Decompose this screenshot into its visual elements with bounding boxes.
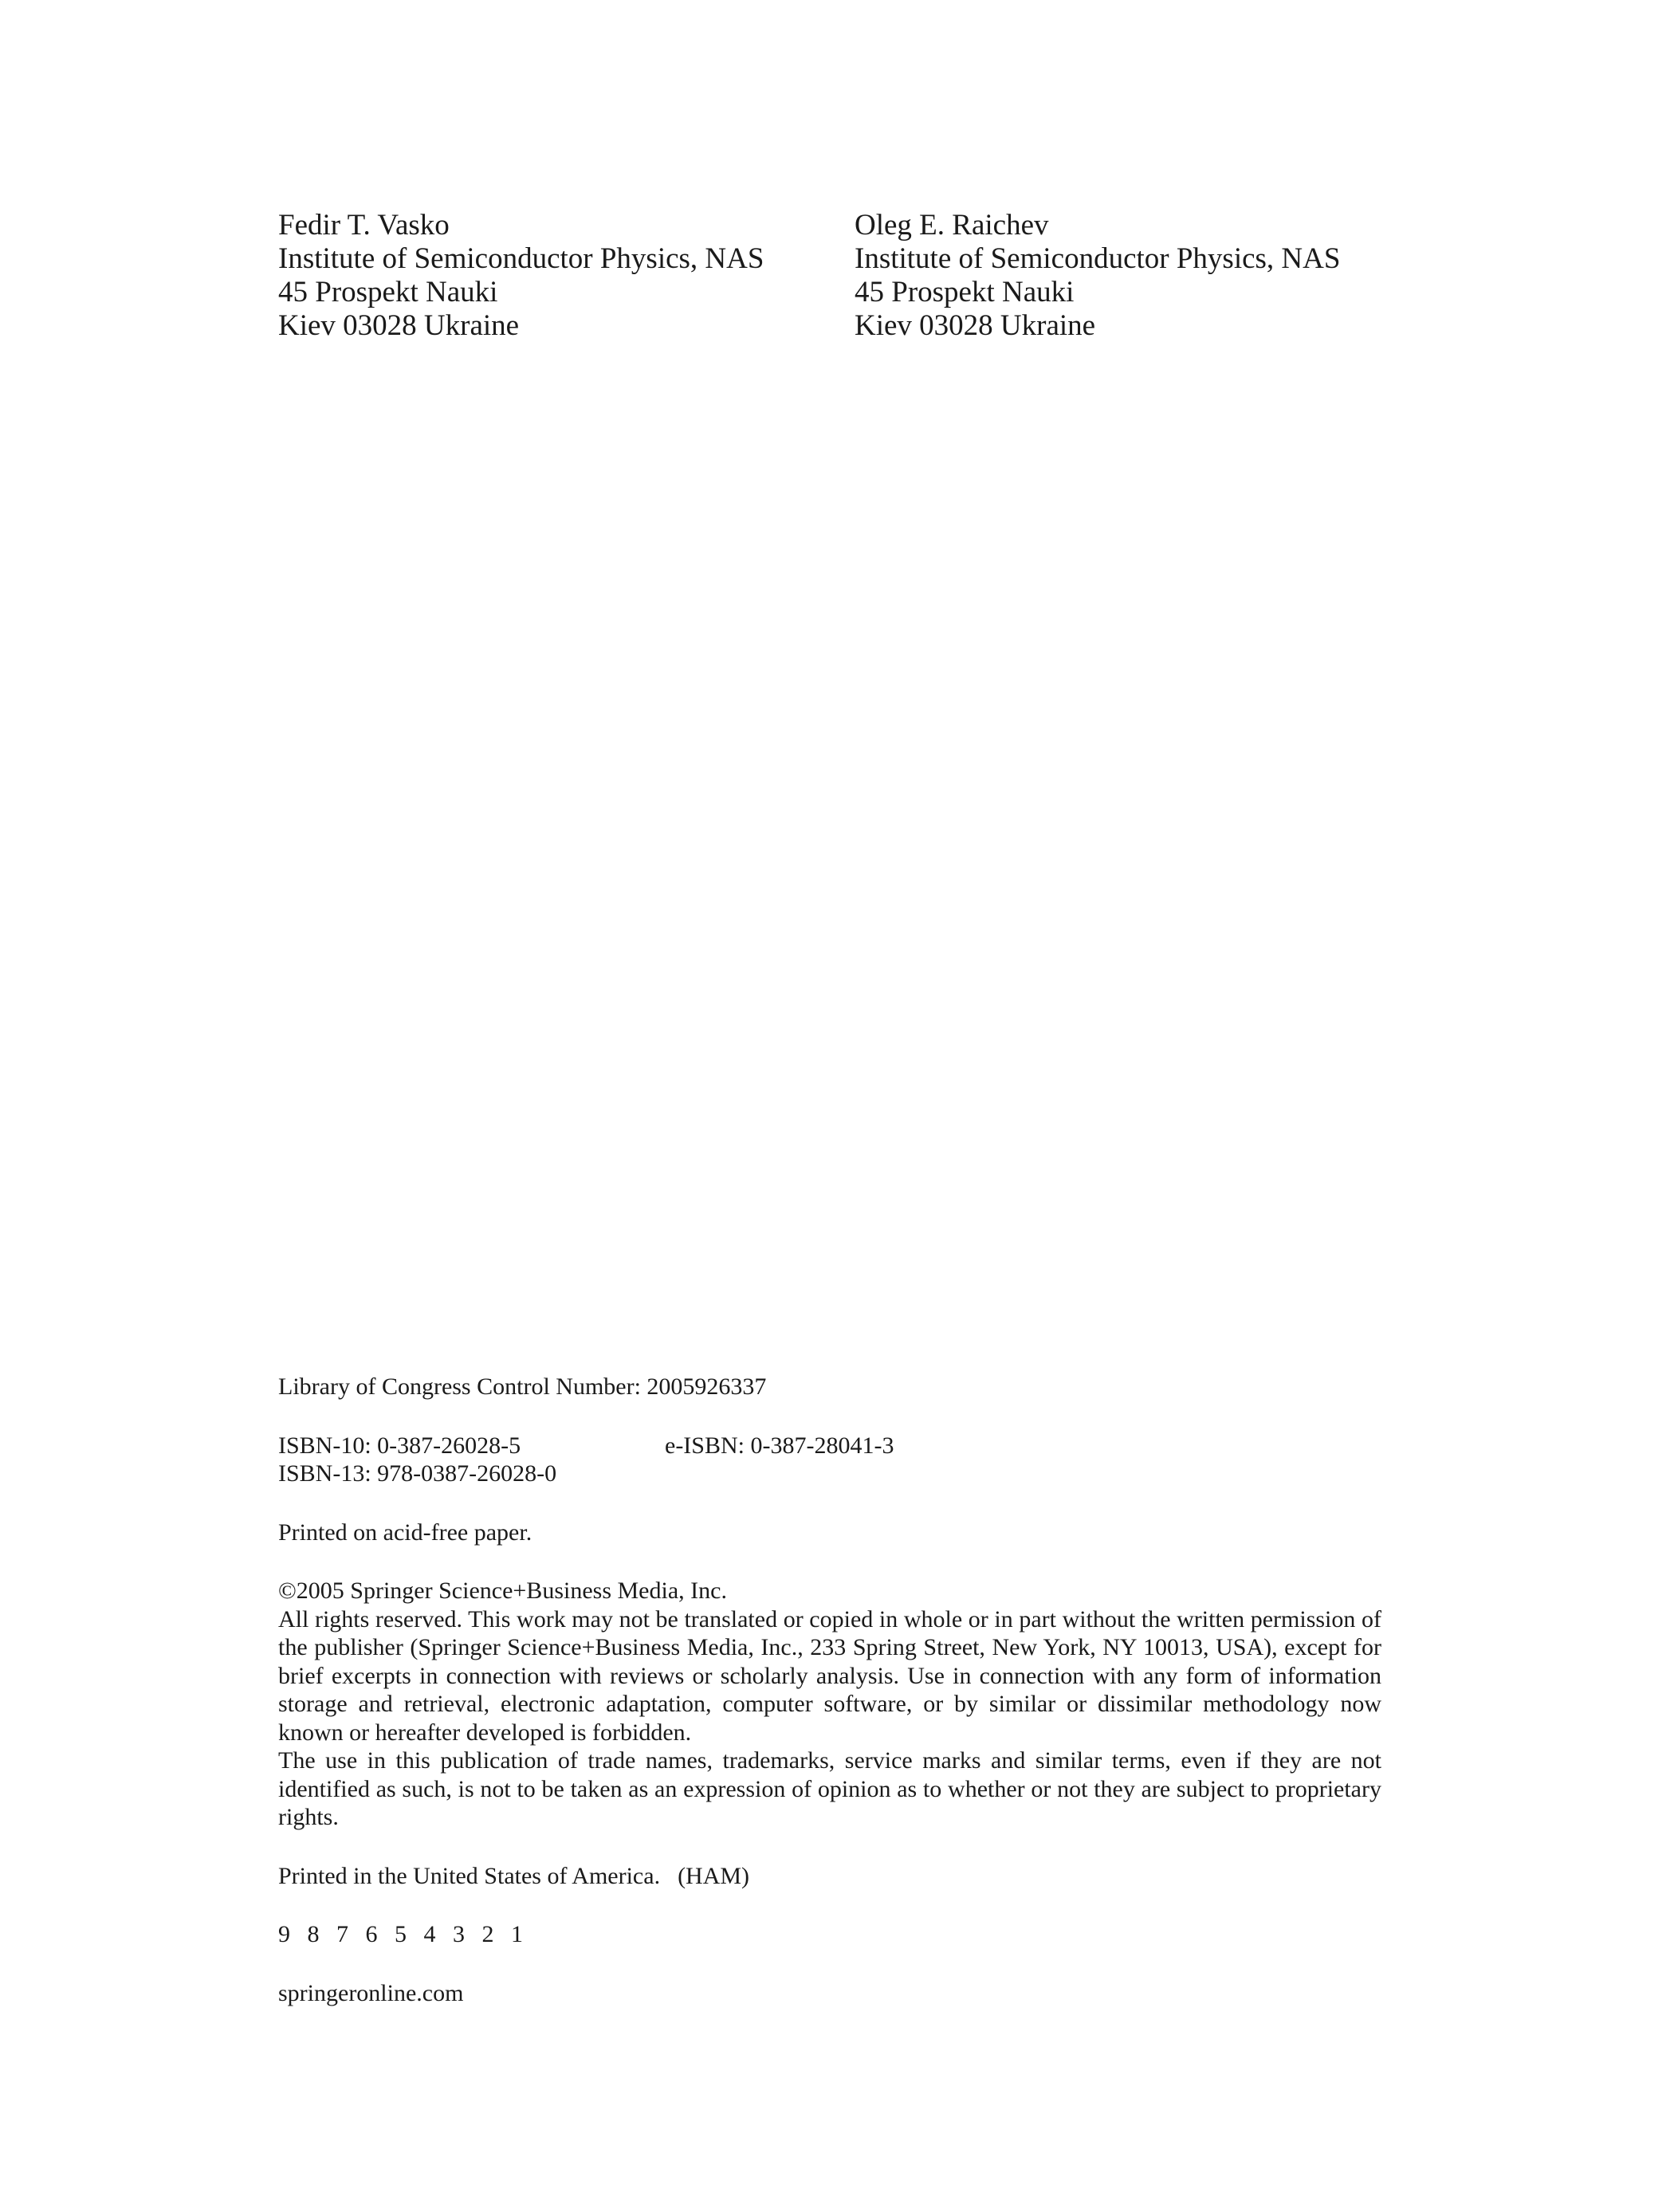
printed-in-country: Printed in the United States of America. xyxy=(278,1862,661,1889)
printed-in-line xyxy=(278,1862,1381,1891)
publisher-website: springeronline.com xyxy=(278,1979,464,2006)
author-1 xyxy=(278,209,764,343)
author-1-street: 45 Prospekt Nauki xyxy=(278,276,498,308)
author-2 xyxy=(855,209,1340,343)
print-line-numbers: 9 8 7 6 5 4 3 2 1 xyxy=(278,1921,523,1947)
author-1-name: Fedir T. Vasko xyxy=(278,209,450,242)
copyright-imprint xyxy=(278,1373,1381,2007)
e-isbn: e-ISBN: 0-387-28041-3 xyxy=(665,1432,894,1459)
rights-statement: All rights reserved. This work may not be translated or copied in whole or in part without the written permission of the publisher (Springer Science+Business Media, Inc., 233 Spring Street, New York, NY 10013, USA), except for brief excerpts in connection with reviews or scholarly analysis. Use in connection with any form of information storage and retrieval, electronic adaptation, computer software, or by similar or dissimilar methodology now known or hereafter developed is forbidden. xyxy=(278,1605,1381,1746)
isbn-10: ISBN-10: 0-387-26028-5 xyxy=(278,1432,521,1459)
acid-free-note: Printed on acid-free paper. xyxy=(278,1519,532,1546)
printer-code: (HAM) xyxy=(678,1862,750,1889)
author-1-institute: Institute of Semiconductor Physics, NAS xyxy=(278,242,764,275)
isbn-row xyxy=(278,1432,1381,1460)
author-1-city: Kiev 03028 Ukraine xyxy=(278,309,520,342)
author-2-city: Kiev 03028 Ukraine xyxy=(855,309,1096,342)
trademark-statement: The use in this publication of trade names, trademarks, service marks and similar terms, even if they are not identified as such, is not to be taken as an expression of opinion as to whether or not they are subject to proprietary rights. xyxy=(278,1747,1381,1830)
loc-control-number: Library of Congress Control Number: 2005926337 xyxy=(278,1373,767,1400)
author-2-institute: Institute of Semiconductor Physics, NAS xyxy=(855,242,1341,275)
author-2-street: 45 Prospekt Nauki xyxy=(855,276,1075,308)
isbn-13: ISBN-13: 978-0387-26028-0 xyxy=(278,1460,557,1487)
copyright-line: ©2005 Springer Science+Business Media, Inc. xyxy=(278,1577,727,1604)
author-2-name: Oleg E. Raichev xyxy=(855,209,1049,242)
